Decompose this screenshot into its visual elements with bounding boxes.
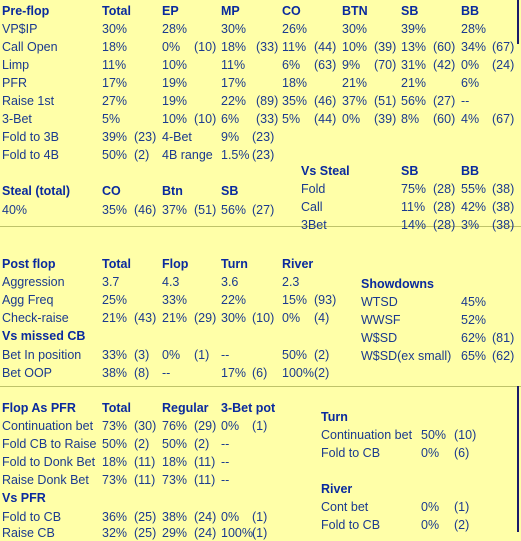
separator-line: [0, 386, 521, 387]
preflop-cell: 10%: [342, 40, 368, 54]
preflop-cell: 18%: [282, 76, 308, 90]
showdowns-header: Showdowns: [361, 277, 434, 291]
preflop-cell: (23): [252, 148, 275, 162]
preflop-row-label: PFR: [2, 76, 27, 90]
showdown-label: WTSD: [361, 295, 398, 309]
vs-steal-cell: (38): [492, 182, 515, 196]
preflop-cell: 17%: [102, 76, 128, 90]
preflop-cell: (2): [134, 148, 150, 162]
turn-row-label: Continuation bet: [321, 428, 413, 442]
preflop-col-btn: BTN: [342, 4, 368, 18]
preflop-cell: 9%: [342, 58, 361, 72]
missed-cb-row-label: Bet In position: [2, 348, 82, 362]
preflop-row-label: VP$IP: [2, 22, 38, 36]
postflop-cell: 15%: [282, 293, 308, 307]
preflop-cell: (39): [374, 112, 397, 126]
preflop-cell: (44): [314, 40, 337, 54]
vs-pfr-cell: (24): [194, 510, 217, 524]
vs-pfr-cell: (25): [134, 510, 157, 524]
preflop-cell: 9%: [221, 130, 240, 144]
preflop-cell: 5%: [282, 112, 301, 126]
postflop-cell: (10): [252, 311, 275, 325]
preflop-cell: (27): [433, 94, 456, 108]
preflop-cell: 0%: [342, 112, 361, 126]
preflop-cell: (46): [314, 94, 337, 108]
flop-pfr-cell: (11): [134, 455, 156, 469]
preflop-cell: (67): [492, 40, 515, 54]
vs-missed-cb-header: Vs missed CB: [2, 329, 86, 343]
vs-pfr-cell: (24): [194, 526, 217, 540]
postflop-header: Post flop: [2, 257, 56, 271]
vs-steal-cell: (28): [433, 200, 456, 214]
flop-pfr-cell: 18%: [162, 455, 188, 469]
postflop-cell: 21%: [162, 311, 188, 325]
river-row-label: Fold to CB: [321, 518, 381, 532]
vs-steal-cell: 42%: [461, 200, 487, 214]
preflop-cell: 30%: [221, 22, 247, 36]
postflop-col-turn: Turn: [221, 257, 248, 271]
river-value: 0%: [421, 518, 440, 532]
preflop-cell: (33): [256, 112, 279, 126]
steal-cell: (51): [194, 203, 217, 217]
scroll-edge-line: [517, 0, 519, 44]
showdown-label: WWSF: [361, 313, 401, 327]
flop-pfr-col-regular: Regular: [162, 401, 209, 415]
postflop-col-total: Total: [102, 257, 131, 271]
vs-pfr-cell: 32%: [102, 526, 128, 540]
preflop-row-label: Limp: [2, 58, 30, 72]
preflop-col-co: CO: [282, 4, 301, 18]
preflop-row-label: Fold to 3B: [2, 130, 59, 144]
missed-cb-cell: (3): [134, 348, 150, 362]
vs-pfr-cell: (25): [134, 526, 157, 540]
vs-steal-row-label: Call: [301, 200, 323, 214]
preflop-cell: 8%: [401, 112, 420, 126]
flop-pfr-row-label: Fold to Donk Bet: [2, 455, 96, 469]
showdown-label: W$SD: [361, 331, 398, 345]
preflop-cell: 11%: [102, 58, 127, 72]
preflop-cell: 28%: [461, 22, 487, 36]
postflop-cell: 33%: [162, 293, 188, 307]
preflop-cell: 17%: [221, 76, 247, 90]
postflop-row-label: Agg Freq: [2, 293, 54, 307]
vs-steal-cell: 55%: [461, 182, 487, 196]
showdown-value: 62%: [461, 331, 487, 345]
preflop-cell: 30%: [102, 22, 128, 36]
missed-cb-cell: 100%(2): [282, 366, 330, 380]
showdown-value: 52%: [461, 313, 487, 327]
steal-cell: 35%: [102, 203, 128, 217]
preflop-cell: (67): [492, 112, 515, 126]
preflop-cell: 27%: [102, 94, 128, 108]
vs-steal-cell: 11%: [401, 200, 426, 214]
preflop-col-sb: SB: [401, 4, 419, 18]
vs-pfr-row-label: Fold to CB: [2, 510, 62, 524]
preflop-cell: (23): [252, 130, 275, 144]
preflop-cell: 5%: [102, 112, 121, 126]
preflop-cell: 6%: [282, 58, 301, 72]
missed-cb-cell: 0%: [162, 348, 181, 362]
vs-pfr-header: Vs PFR: [2, 491, 46, 505]
preflop-cell: (89): [256, 94, 279, 108]
preflop-cell: (60): [433, 112, 456, 126]
preflop-cell: 4%: [461, 112, 480, 126]
preflop-cell: 39%: [401, 22, 427, 36]
preflop-cell: (63): [314, 58, 337, 72]
flop-pfr-cell: --: [221, 473, 230, 487]
steal-cell: (46): [134, 203, 157, 217]
preflop-cell: (23): [134, 130, 157, 144]
preflop-cell: 19%: [162, 76, 188, 90]
flop-pfr-cell: (1): [252, 419, 268, 433]
postflop-row-label: Check-raise: [2, 311, 69, 325]
river-count: (1): [454, 500, 470, 514]
preflop-col-bb: BB: [461, 4, 480, 18]
steal-col-btn: Btn: [162, 184, 183, 198]
postflop-cell: 3.6: [221, 275, 239, 289]
preflop-cell: (24): [492, 58, 515, 72]
showdown-count: (81): [492, 331, 515, 345]
missed-cb-cell: 38%: [102, 366, 128, 380]
preflop-cell: 28%: [162, 22, 188, 36]
missed-cb-cell: 50%: [282, 348, 308, 362]
flop-pfr-cell: 73%: [102, 419, 128, 433]
flop-pfr-cell: 50%: [162, 437, 188, 451]
turn-row-label: Fold to CB: [321, 446, 381, 460]
vs-steal-cell: 3%: [461, 218, 480, 232]
missed-cb-row-label: Bet OOP: [2, 366, 53, 380]
preflop-cell: --: [461, 94, 470, 108]
missed-cb-cell: 33%: [102, 348, 128, 362]
river-row-label: Cont bet: [321, 500, 369, 514]
missed-cb-cell: --: [221, 348, 230, 362]
preflop-inline-label: 4B range: [162, 148, 213, 162]
postflop-cell: (93): [314, 293, 337, 307]
flop-pfr-cell: (29): [194, 419, 217, 433]
flop-pfr-cell: (11): [134, 473, 156, 487]
vs-steal-cell: (28): [433, 182, 456, 196]
preflop-cell: (60): [433, 40, 456, 54]
river-header: River: [321, 482, 353, 496]
preflop-cell: 0%: [162, 40, 181, 54]
vs-steal-cell: 14%: [401, 218, 427, 232]
preflop-cell: 34%: [461, 40, 487, 54]
preflop-cell: 0%: [461, 58, 480, 72]
flop-pfr-cell: 73%: [102, 473, 128, 487]
preflop-cell: 22%: [221, 94, 247, 108]
postflop-cell: 0%: [282, 311, 301, 325]
vs-pfr-cell: (1): [252, 510, 268, 524]
vs-steal-header: Vs Steal: [301, 164, 350, 178]
flop-pfr-cell: 18%: [102, 455, 128, 469]
preflop-col-mp: MP: [221, 4, 240, 18]
preflop-cell: 19%: [162, 94, 188, 108]
vs-steal-row-label: 3Bet: [301, 218, 327, 232]
postflop-cell: 25%: [102, 293, 128, 307]
preflop-cell: 35%: [282, 94, 308, 108]
preflop-cell: (51): [374, 94, 397, 108]
preflop-cell: (33): [256, 40, 279, 54]
turn-header: Turn: [321, 410, 348, 424]
preflop-cell: (39): [374, 40, 397, 54]
steal-header: Steal (total): [2, 184, 71, 198]
flop-pfr-cell: 0%: [221, 419, 240, 433]
postflop-cell: 22%: [221, 293, 247, 307]
preflop-cell: 26%: [282, 22, 308, 36]
preflop-col-ep: EP: [162, 4, 179, 18]
postflop-cell: (29): [194, 311, 217, 325]
vs-pfr-cell: 100%: [221, 526, 253, 540]
missed-cb-cell: (1): [194, 348, 210, 362]
vs-pfr-cell: 29%: [162, 526, 188, 540]
preflop-cell: 21%: [401, 76, 427, 90]
flop-pfr-cell: --: [221, 455, 230, 469]
flop-pfr-cell: 73%: [162, 473, 188, 487]
vs-steal-col-bb: BB: [461, 164, 480, 178]
preflop-cell: 11%: [221, 58, 246, 72]
showdown-value: 45%: [461, 295, 487, 309]
turn-count: (10): [454, 428, 477, 442]
preflop-cell: 6%: [221, 112, 240, 126]
showdown-value: 65%: [461, 349, 487, 363]
preflop-cell: 21%: [342, 76, 368, 90]
preflop-cell: 31%: [401, 58, 427, 72]
steal-cell: (27): [252, 203, 275, 217]
steal-cell: 56%: [221, 203, 247, 217]
scroll-edge-line: [517, 386, 519, 532]
flop-pfr-cell: --: [221, 437, 230, 451]
preflop-cell: 37%: [342, 94, 368, 108]
steal-total-value: 40%: [2, 203, 28, 217]
vs-pfr-cell: 38%: [162, 510, 188, 524]
vs-pfr-row-label: Raise CB: [2, 526, 55, 540]
preflop-cell: (42): [433, 58, 456, 72]
vs-steal-cell: (38): [492, 218, 515, 232]
preflop-cell: 18%: [221, 40, 247, 54]
showdown-label: W$SD(ex small): [361, 349, 452, 363]
preflop-cell: 1.5%: [221, 148, 250, 162]
preflop-cell: (70): [374, 58, 397, 72]
postflop-row-label: Aggression: [2, 275, 65, 289]
preflop-cell: 56%: [401, 94, 427, 108]
flop-pfr-col-total: Total: [102, 401, 131, 415]
postflop-cell: 2.3: [282, 275, 300, 289]
vs-steal-col-sb: SB: [401, 164, 419, 178]
preflop-cell: 30%: [342, 22, 368, 36]
flop-pfr-cell: 50%: [102, 437, 128, 451]
river-value: 0%: [421, 500, 440, 514]
flop-pfr-row-label: Continuation bet: [2, 419, 94, 433]
steal-col-co: CO: [102, 184, 121, 198]
flop-pfr-row-label: Raise Donk Bet: [2, 473, 89, 487]
vs-pfr-cell: (1): [252, 526, 268, 540]
missed-cb-cell: (6): [252, 366, 268, 380]
missed-cb-cell: --: [162, 366, 171, 380]
flop-pfr-col-3bet: 3-Bet pot: [221, 401, 276, 415]
flop-pfr-cell: (11): [194, 455, 216, 469]
preflop-cell: (44): [314, 112, 337, 126]
turn-value: 0%: [421, 446, 440, 460]
postflop-cell: 4.3: [162, 275, 180, 289]
postflop-cell: 21%: [102, 311, 128, 325]
missed-cb-cell: (8): [134, 366, 150, 380]
preflop-cell: 10%: [162, 58, 188, 72]
preflop-row-label: Raise 1st: [2, 94, 55, 108]
postflop-cell: (43): [134, 311, 157, 325]
steal-cell: 37%: [162, 203, 188, 217]
vs-steal-cell: (28): [433, 218, 456, 232]
flop-pfr-cell: (2): [194, 437, 210, 451]
vs-steal-cell: (38): [492, 200, 515, 214]
turn-value: 50%: [421, 428, 447, 442]
preflop-cell: 13%: [401, 40, 427, 54]
missed-cb-cell: 17%: [221, 366, 247, 380]
postflop-cell: (4): [314, 311, 330, 325]
showdown-count: (62): [492, 349, 515, 363]
flop-pfr-cell: (30): [134, 419, 157, 433]
flop-pfr-cell: (11): [194, 473, 216, 487]
preflop-col-total: Total: [102, 4, 131, 18]
postflop-cell: 30%: [221, 311, 247, 325]
vs-pfr-cell: 36%: [102, 510, 128, 524]
preflop-cell: (10): [194, 40, 217, 54]
postflop-col-flop: Flop: [162, 257, 189, 271]
postflop-col-river: River: [282, 257, 314, 271]
vs-steal-row-label: Fold: [301, 182, 326, 196]
vs-pfr-cell: 0%: [221, 510, 240, 524]
preflop-cell: 6%: [461, 76, 480, 90]
flop-pfr-cell: (2): [134, 437, 150, 451]
preflop-cell: 18%: [102, 40, 128, 54]
preflop-cell: 39%: [102, 130, 128, 144]
flop-pfr-cell: 76%: [162, 419, 188, 433]
river-count: (2): [454, 518, 470, 532]
flop-pfr-header: Flop As PFR: [2, 401, 76, 415]
preflop-row-label: 3-Bet: [2, 112, 32, 126]
steal-col-sb: SB: [221, 184, 239, 198]
turn-count: (6): [454, 446, 470, 460]
preflop-cell: 11%: [282, 40, 307, 54]
preflop-inline-label: 4-Bet: [162, 130, 192, 144]
preflop-row-label: Call Open: [2, 40, 58, 54]
preflop-header: Pre-flop: [2, 4, 50, 18]
postflop-cell: 3.7: [102, 275, 120, 289]
vs-steal-cell: 75%: [401, 182, 427, 196]
preflop-row-label: Fold to 4B: [2, 148, 59, 162]
missed-cb-cell: (2): [314, 348, 330, 362]
flop-pfr-row-label: Fold CB to Raise: [2, 437, 97, 451]
preflop-cell: 10%: [162, 112, 188, 126]
preflop-cell: (10): [194, 112, 217, 126]
preflop-cell: 50%: [102, 148, 128, 162]
